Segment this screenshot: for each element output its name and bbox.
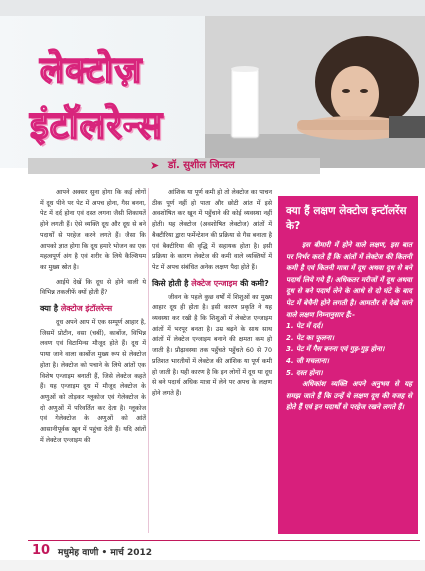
title-line-1: लेक्टोज़ xyxy=(40,50,143,91)
subheading-prefix: किसे होती है xyxy=(152,278,189,288)
title-line-2: इंटॉलरेन्स xyxy=(30,103,163,147)
subheading-what-is xyxy=(40,303,146,315)
woman-with-milk-photo xyxy=(205,16,425,168)
list-item: 2. पेट का फूलना। xyxy=(286,333,335,342)
byline-arrow-icon: ➤ xyxy=(150,159,160,172)
subheading-highlight: लेक्टोज इंटॉलरेन्स xyxy=(60,304,113,314)
subheading-suffix: की कमी? xyxy=(240,278,269,288)
symptoms-list xyxy=(286,321,412,379)
page-footer xyxy=(28,540,420,559)
paragraph: जीवन के पहले कुछ वर्षों में शिशुओं का मुख्य आहार दूध ही होता है। इसी कारण प्रकृति ने यह व्यवस्था कर रखी है कि शिशुओं में लेक्टेज एन्जाइम आंतों में भरपूर बनता है। उम्र बढ़ने के साथ साथ आंतों में लेक्टेज एन्जाइम बनाने की क्षमता कम हो जाती है। प्रौढ़ावस्था तक पहुँचते पहुँचते 60 से 70 प्रतिशत भारतीयों में लेक्टेज की आंशिक या पूर्ण कमी हो जाती है। यही कारण है कि इन लोगों में दूध या दूध से बने पदार्थ अधिक मात्रा में लेने पर अपच के लक्षण होने लगते हैं। xyxy=(152,293,272,397)
symptoms-outro: अधिकांश व्यक्ति अपने अनुभव से यह समझ जाते हैं कि उन्हें ये लक्षण दूध की वजह से होते हैं एवं इन पदार्थों से परहेज रखने लगते हैं। xyxy=(286,380,412,412)
author-byline: डॉ. सुशील जिन्दल xyxy=(168,160,235,171)
list-item: 5. दस्त होना। xyxy=(286,368,323,377)
subheading-highlight: लेक्टेज एन्जाइम xyxy=(191,278,238,288)
subheading-prefix: क्या है xyxy=(40,304,59,314)
page-number: 10 xyxy=(32,543,51,558)
top-strip xyxy=(0,0,425,16)
magazine-name: मधुमेह वाणी • मार्च 2012 xyxy=(58,548,153,558)
paragraph: दूध अपने आप में एक सम्पूर्ण आहार है, जिसमें प्रोटीन, वसा (चर्बी), कार्बोज, विभिन्न लवण एवं विटामिन्स मौजूद होते हैं। दूध में पाया जाने वाला कार्बोज मुख्य रूप से लेक्टोज होता है। लेक्टोज को पचाने के लिये आंतों एक विशेष एन्जाइम बनाती हैं, जिसे लेक्टेज कहते हैं। यह एन्जाइम दूध में मौजूद लेक्टोज के अणुओं को तोड़कर ग्लूकोज एवं गेलेक्टोज के दो अणुओं में परिवर्तित कर देता है। ग्लूकोज एवं गेलेक्टोज के अणुओं को आंतें आसानीपूर्वक खून में पहुंचा देती हैं। यदि आंतों में लेक्टेज एन्जाइम की xyxy=(40,319,146,444)
bottom-strip xyxy=(0,560,425,571)
column-2 xyxy=(152,188,272,404)
symptoms-intro: इस बीमारी में होने वाले लक्षण, इस बात पर निर्भर करते हैं कि आंतों में लेक्टेज की कितनी कमी है एवं कितनी मात्रा में दूध अथवा दूध से बने पदार्थ लिये गये हैं। अधिकतर मरीजों में दूध अथवा दूध से बने पदार्थ लेने के आधे से दो घंटे के बाद पेट में बेचैनी होने लगती है। आमतौर से देखे जाने वाले लक्षण निम्नानुसार हैं:- xyxy=(286,241,412,319)
column-divider xyxy=(148,188,149,533)
list-item: 4. जी मचलाना। xyxy=(286,356,329,365)
paragraph: आईये देखें कि दूध से होने वाली ये विभिन्न तकलीफें क्यों होती हैं? xyxy=(40,278,146,297)
subheading-who-gets xyxy=(152,278,272,290)
list-item: 3. पेट में गैस बनना एवं गुड़-गुड़ होना। xyxy=(286,345,385,354)
list-item: 1. पेट में दर्द। xyxy=(286,322,323,331)
symptoms-box xyxy=(278,196,418,534)
paragraph: आपने अक्सर सुना होगा कि कई लोगों में दूध पीने पर पेट में अपच होना, गैस बनना, पेट में दर्द होना एवं दस्त लगना जैसी शिकायतें होने लगती हैं। ऐसे व्यक्ति दूध और दूध से बने पदार्थों से परहेज करने लगते हैं। जैसा कि आपको ज्ञात होगा कि दूध हमारे भोजन का एक महत्वपूर्ण अंग है एवं शरीर के लिये कैल्शियम का मुख्य स्रोत है। xyxy=(40,189,146,271)
symptoms-box-title: क्या हैं लक्षण लेक्टोज इन्टॉलरेंस के? xyxy=(286,205,407,232)
paragraph: आंशिक या पूर्ण कमी हो तो लेक्टोज का पाचन ठीक पूर्ण नहीं हो पाता और छोटी आंत में इसे अवशोषित कर खून में पहुँचाने की कोई व्यवस्था नहीं होती। यह लेक्टोज (अवशोषित लेक्टोज) आंतों में बैक्टीरिया द्वारा फर्मेन्टेशन की प्रक्रिया से गैस बनाता है एवं बैक्टीरिया की वृद्धि में सहायक होता है। इसी प्रक्रिया के कारण लेक्टेज की कमी वाले व्यक्तियों में पेट में अपच संबंधित अनेक लक्षण पैदा होते हैं। xyxy=(152,189,272,271)
symptoms-box-body xyxy=(286,240,412,414)
column-1 xyxy=(40,188,146,450)
